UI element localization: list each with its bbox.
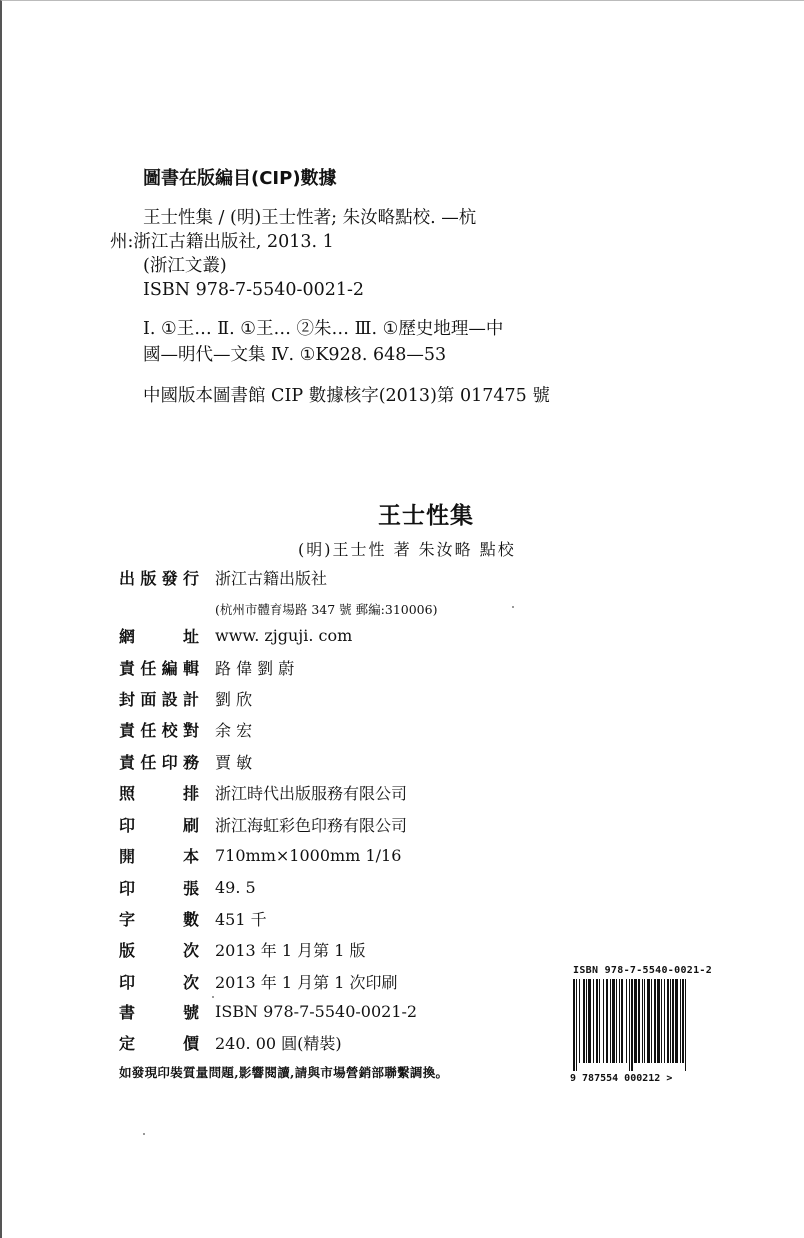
colophon-label-char: 責 [119,720,136,740]
barcode-bar [626,979,627,1063]
colophon-label-char: 版 [119,940,136,960]
barcode-bar [579,979,580,1063]
barcode-bar [621,979,623,1063]
colophon-row [119,596,437,622]
colophon-label-char: 印 [119,815,136,835]
colophon-row [119,905,267,931]
barcode-digits: 9 787554 000212 > [570,1073,673,1084]
colophon-value: www. zjguji. com [215,625,353,645]
barcode-bars-icon [570,979,735,1074]
colophon-label-char: 次 [182,972,199,992]
colophon-label-char: 址 [182,626,199,646]
cip-entry-line: 王士性集 / (明)王士性著; 朱汝略點校. —杭 [143,208,477,228]
colophon-label [119,970,199,993]
colophon-value: 451 千 [215,909,267,929]
colophon-value: 240. 00 圓(精裝) [215,1033,342,1053]
colophon-value: (杭州市體育場路 347 號 郵編:310006) [215,602,438,617]
colophon-value: 710mm×1000mm 1/16 [215,845,402,865]
colophon-label [119,1031,199,1054]
colophon-label-char: 書 [119,1002,136,1022]
colophon-label [119,566,199,589]
colophon-label-char: 本 [182,846,199,866]
colophon-value: 浙江時代出版服務有限公司 [215,783,408,803]
colophon-label-char: 價 [182,1033,199,1053]
barcode-bar [612,979,615,1063]
colophon-row [119,1029,342,1055]
barcode-bar [682,979,684,1063]
colophon-label [119,907,199,930]
colophon-row [119,811,407,837]
colophon-label-char: 刷 [182,815,199,835]
colophon-label [119,687,199,710]
colophon-row [119,685,252,711]
barcode-bar [685,979,686,1071]
barcode-bar [603,979,604,1063]
cip-heading: 圖書在版編目(CIP)數據 [143,168,337,189]
barcode-bar [634,979,637,1063]
colophon-label-char: 對 [182,720,199,740]
barcode-bar [606,979,608,1063]
colophon-label-char: 編 [161,658,178,678]
colophon-label-char: 責 [119,658,136,678]
barcode-isbn-text: ISBN 978-7-5540-0021-2 [573,965,713,976]
scan-speck [512,606,514,608]
barcode-bar [616,979,617,1063]
colophon-label-char: 數 [182,909,199,929]
barcode-bar [675,979,678,1063]
colophon-value: 劉 欣 [215,689,253,709]
barcode-bar [644,979,645,1063]
colophon-label-char: 版 [140,568,157,588]
colophon-label [119,813,199,836]
barcode-bar [651,979,652,1063]
colophon-label-char: 校 [161,720,178,740]
barcode-bar [661,979,662,1063]
colophon-label-char: 面 [140,689,157,709]
colophon-label [119,656,199,679]
colophon-row [119,936,366,962]
colophon-label [119,624,199,647]
colophon-label-char: 印 [119,878,136,898]
cip-entry-line: ISBN 978-7-5540-0021-2 [143,280,365,300]
barcode-bar [657,979,660,1063]
cip-entry [110,206,563,302]
colophon-label [119,1000,199,1023]
colophon-label-char: 次 [182,940,199,960]
colophon-label [119,781,199,804]
colophon-label [119,750,199,773]
colophon-row [119,779,407,805]
colophon-value: 2013 年 1 月第 1 版 [215,940,366,960]
barcode-bar [667,979,669,1063]
colophon-row [119,748,252,774]
colophon-label-char: 定 [119,1033,136,1053]
colophon-label-char: 出 [119,568,136,588]
colophon-label-char: 封 [119,689,136,709]
cip-classification-line: 國—明代—文集 Ⅳ. ①K928. 648—53 [143,345,447,365]
colophon-value: 賈 敏 [215,752,253,772]
colophon-label [119,718,199,741]
colophon-value: 2013 年 1 月第 1 次印刷 [215,972,398,992]
barcode-bar [670,979,671,1063]
colophon-row [119,716,252,742]
barcode-bar [576,979,577,1071]
colophon-label-char: 設 [161,689,178,709]
cip-entry-line: 州:浙江古籍出版社, 2013. 1 [110,232,334,252]
colophon-label-char: 行 [182,568,199,588]
colophon-row [119,564,327,590]
colophon-label-char: 排 [182,783,199,803]
colophon-label-char: 開 [119,846,136,866]
colophon-label-char: 張 [182,878,199,898]
colophon-label-char: 字 [119,909,136,929]
isbn-barcode [570,965,740,1090]
colophon-label [119,844,199,867]
barcode-bar [619,979,620,1063]
colophon-label [119,876,199,899]
book-authors: (明)王士性 著 朱汝略 點校 [298,540,516,559]
barcode-bar [610,979,611,1063]
barcode-bar [573,979,575,1071]
barcode-bar [599,979,600,1063]
barcode-bar [642,979,643,1063]
colophon-label-char: 印 [119,972,136,992]
colophon-label-char: 任 [140,752,157,772]
colophon-row [119,968,398,994]
colophon-label-char: 網 [119,626,136,646]
colophon-row [119,622,352,648]
cip-approval-number: 中國版本圖書館 CIP 數據核字(2013)第 017475 號 [143,386,550,406]
colophon-value: 浙江古籍出版社 [215,568,328,588]
colophon-label-char: 印 [161,752,178,772]
cip-entry-line: (浙江文叢) [143,256,227,276]
colophon-label-char: 號 [182,1002,199,1022]
colophon-label-char: 輯 [182,658,199,678]
colophon-value: ISBN 978-7-5540-0021-2 [215,1001,418,1021]
colophon-label-char: 照 [119,783,136,803]
barcode-bar [596,979,598,1063]
barcode-bar [672,979,674,1063]
colophon-row [119,998,417,1024]
quality-notice: 如發現印裝質量問題,影響閱讀,請與市場營銷部聯繫調換。 [119,1065,449,1080]
colophon-row [119,654,294,680]
cip-classification [143,316,503,368]
colophon-label-char: 責 [119,752,136,772]
barcode-bar [593,979,594,1063]
scan-speck [143,1133,145,1135]
colophon-value: 浙江海虹彩色印務有限公司 [215,815,408,835]
barcode-bar [631,979,633,1071]
barcode-bar [629,979,630,1071]
cip-classification-line: Ⅰ. ①王… Ⅱ. ①王… ②朱… Ⅲ. ①歷史地理—中 [143,319,504,339]
barcode-bar [586,979,587,1063]
colophon-label-char: 務 [182,752,199,772]
colophon-value: 49. 5 [215,877,256,897]
colophon-row [119,842,401,868]
colophon-label-char: 發 [161,568,178,588]
colophon-label-char: 計 [182,689,199,709]
barcode-bar [647,979,650,1063]
colophon-value: 余 宏 [215,720,253,740]
book-title: 王士性集 [378,503,474,529]
barcode-bar [638,979,640,1063]
colophon-row [119,874,256,900]
colophon-label-char: 任 [140,658,157,678]
barcode-bar [664,979,665,1063]
colophon-label [119,938,199,961]
scan-speck [212,996,214,998]
barcode-bar [680,979,681,1063]
barcode-bar [588,979,591,1063]
barcode-bar [583,979,585,1063]
colophon-value: 路 偉 劉 蔚 [215,658,295,678]
barcode-bar [654,979,656,1063]
colophon-label-char: 任 [140,720,157,740]
